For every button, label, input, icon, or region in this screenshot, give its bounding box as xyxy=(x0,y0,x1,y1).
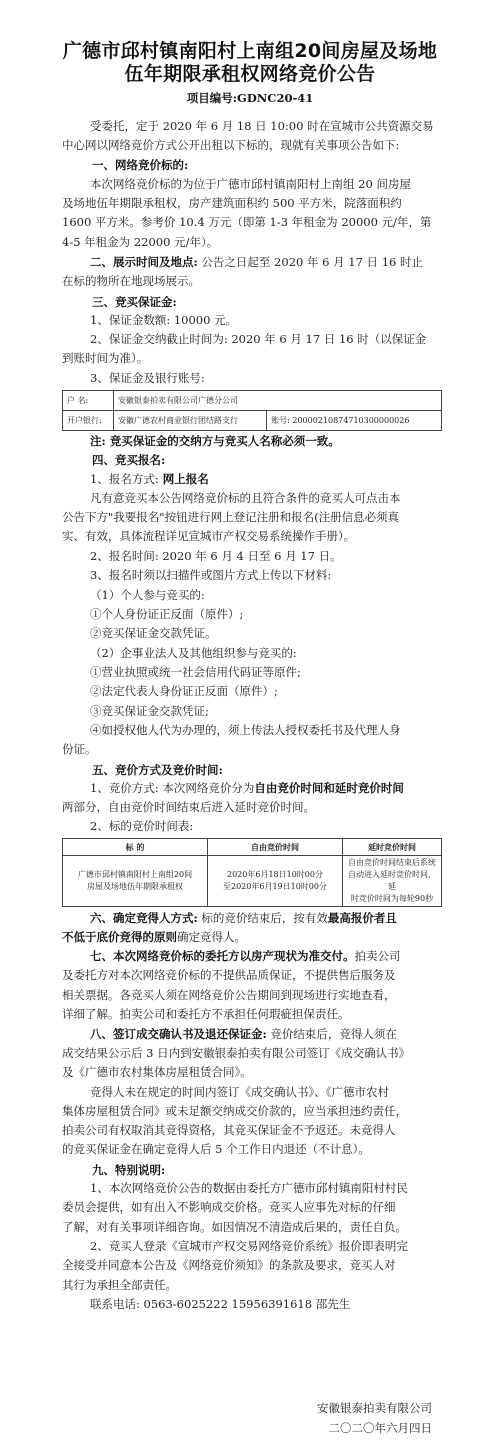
paragraph-line: 1600 平方米。参考价 10.4 万元（即第 1-3 年租金为 20000 元/年，第 xyxy=(62,215,432,229)
section-5-heading: 五、竞价方式及竞价时间: xyxy=(92,763,223,777)
bank-label: 开户银行: xyxy=(63,411,114,431)
paragraph-line: 在标的物所在地现场展示。 xyxy=(62,274,200,288)
paragraph-line: 4-5 年租金为 22000 元/年）。 xyxy=(62,235,219,249)
section-7-heading: 七、本次网络竞价标的委托方以房产现状为准交付。 xyxy=(90,949,355,963)
title-line-1: 广德市邱村镇南阳村上南组20间房屋及场地 xyxy=(62,40,438,62)
paragraph-line: 2、竞买人登录《宣城市产权交易网络竞价系统》报价即表明完 xyxy=(90,1239,408,1253)
paragraph-line: ②竞买保证金交款凭证。 xyxy=(90,626,217,640)
account-name-label: 户 名: xyxy=(63,391,114,411)
subject-line: 房屋及场地伍年期限承租权 xyxy=(87,882,183,891)
paragraph-line: 1、本次网络竞价公告的数据由委托方广德市邱村镇南阳村村民 xyxy=(90,1181,408,1195)
intro-line: 中心网以网络竞价方式公开出租以下标的，现就有关事项公告如下: xyxy=(62,138,400,152)
contact-phone: 联系电话: 0563-6025222 15956391618 邵先生 xyxy=(90,1297,351,1311)
title-line-2: 伍年期限承租权网络竞价公告 xyxy=(124,63,376,85)
section-7-text: 拍卖公司 xyxy=(354,949,401,963)
section-2-line xyxy=(90,255,423,269)
section-6-text: 确定竞得人。 xyxy=(177,930,246,944)
signature-company: 安徽银泰拍卖有限公司 xyxy=(317,1401,432,1415)
bank-account-table xyxy=(62,390,442,431)
paragraph-line: 公告下方"我要报名"按钮进行网上登记注册和报名(注册信息必须真 xyxy=(62,510,400,524)
bank-value: 安徽广德农村商业银行团结路支行 xyxy=(114,411,267,431)
section-6-heading: 六、确定竞得人方式: xyxy=(90,911,198,925)
paragraph-line: 1、保证金数额: 10000 元。 xyxy=(90,313,238,327)
paragraph-line: 拍卖公司有权取消其竞得资格，其竞买保证金不予返还。未竞得人 xyxy=(62,1123,396,1137)
header-subject: 标 的 xyxy=(63,839,208,856)
paragraph-line: （2）企事业法人及其他组织参与竞买的: xyxy=(90,646,297,660)
section-8-text: 竞价结束后，竞得人须在 xyxy=(266,1027,397,1041)
account-number-cell xyxy=(267,411,442,431)
signup-method-line xyxy=(90,472,209,486)
header-delay-time: 延时竞价时间 xyxy=(343,839,442,856)
free-time-cell xyxy=(208,856,343,907)
paragraph-line: 全接受并同意本公告及《网络竞价须知》的条款及要求，竞买人对 xyxy=(62,1258,396,1272)
table-row xyxy=(63,856,442,907)
account-number-label: 账号: xyxy=(271,416,290,425)
free-time-line: 2020年6月18日10时00分 xyxy=(227,870,323,879)
section-8-heading: 八、签订成交确认书及退还保证金: xyxy=(90,1027,267,1041)
section-6-emphasis: 不低于底价竞得的原则 xyxy=(62,930,177,944)
paragraph-line: 成交结果公示后 3 日内到安徽银泰拍卖有限公司签订《成交确认书》 xyxy=(62,1046,411,1060)
bid-method-text: 1、竞价方式: 本次网络竞价分为 xyxy=(90,781,255,795)
table-row xyxy=(63,391,442,411)
paragraph-line: 竞得人未在规定的时间内签订《成交确认书》、《广德市农村 xyxy=(90,1085,389,1099)
section-6-emphasis: 最高报价者且 xyxy=(327,911,397,925)
delay-time-line: 自由竞价时间结束后系统 xyxy=(348,858,436,867)
header-free-time: 自由竞价时间 xyxy=(208,839,343,856)
bid-schedule-table xyxy=(62,838,442,907)
signup-method-label: 1、报名方式: xyxy=(90,472,159,486)
table-row xyxy=(63,411,442,431)
paragraph-line: 实、有效，具体流程详见宣城市产权交易系统操作手册）。 xyxy=(62,529,356,543)
table-header-row xyxy=(63,839,442,856)
project-number: 项目编号:GDNC20-41 xyxy=(186,91,314,105)
paragraph-line: 详细了解。拍卖公司和委托方不承担任何瑕疵担保责任。 xyxy=(62,1007,350,1021)
paragraph-line: 2、标的竞价时间表: xyxy=(90,819,194,833)
section-6-line xyxy=(90,911,397,925)
paragraph-line: 到账时间为准）。 xyxy=(62,351,149,365)
paragraph-line: ④如授权他人代为办理的，须上传法人授权委托书及代理人身 xyxy=(90,723,401,737)
paragraph-line: 3、报名时须以扫描件或图片方式上传以下材料: xyxy=(90,568,332,582)
paragraph-line: 及《广德市农村集体房屋租赁合同》。 xyxy=(62,1065,252,1079)
section-6-line-2 xyxy=(62,930,246,944)
paragraph-line: ①营业执照或统一社会信用代码证等原件; xyxy=(90,665,301,679)
paragraph-line: 3、保证金及银行账号: xyxy=(90,371,205,385)
section-1-heading: 一、网络竞价标的: xyxy=(92,158,189,172)
paragraph-line: ③竞买保证金交款凭证; xyxy=(90,704,209,718)
section-9-heading: 九、特别说明: xyxy=(92,1163,166,1177)
delay-time-cell xyxy=(343,856,442,907)
delay-time-line: 自动进入延时竞价时间，延 xyxy=(348,870,436,891)
section-4-heading: 四、竞买报名: xyxy=(92,453,166,467)
paragraph-line: 了解，对有关事项详细咨询。如因情况不清造成后果的，责任自负。 xyxy=(62,1220,407,1234)
account-name-value: 安徽银泰拍卖有限公司广德分公司 xyxy=(114,391,442,411)
deposit-note: 注: 竞买保证金的交纳方与竞买人名称必须一致。 xyxy=(90,434,340,448)
paragraph-line: 及委托方对本次网络竞价标的不提供品质保证，不提供售后服务及 xyxy=(62,968,396,982)
paragraph-line: （1）个人参与竞买的: xyxy=(90,588,205,602)
paragraph-line: ①个人身份证正反面（原件）; xyxy=(90,607,244,621)
section-7-line xyxy=(90,949,401,963)
paragraph-line: ②法定代表人身份证正反面（原件）; xyxy=(90,684,278,698)
section-8-line xyxy=(90,1027,397,1041)
section-2-text: 公告之日起至 2020 年 6 月 17 日 16 时止 xyxy=(197,255,423,269)
paragraph-line: 委员会提供，如有出入不影响成交价格。竞买人应事先对标的仔细 xyxy=(62,1200,396,1214)
paragraph-line: 份证。 xyxy=(62,742,97,756)
paragraph-line: 其行为承担全部责任。 xyxy=(62,1278,177,1292)
paragraph-line: 相关票据。各竞买人须在网络竞价公告期间到现场进行实地查看， xyxy=(62,988,396,1002)
section-2-heading: 二、展示时间及地点: xyxy=(90,255,198,269)
paragraph-line: 的竞买保证金在确定竞得人后 5 个工作日内退还（不计息）。 xyxy=(62,1142,370,1156)
paragraph-line: 2、保证金交纳截止时间为: 2020 年 6 月 17 日 16 时（以保证金 xyxy=(90,332,427,346)
bid-method-emphasis: 自由竞价时间和延时竞价时间 xyxy=(254,781,404,795)
subject-line: 广德市邱村镇南阳村上南组20间 xyxy=(77,870,193,879)
paragraph-line: 及场地伍年期限承租权，房产建筑面积约 500 平方米，院落面积约 xyxy=(62,196,402,210)
paragraph-line: 2、报名时间: 2020 年 6 月 4 日至 6 月 17 日。 xyxy=(90,549,342,563)
signature-date: 二〇二〇年六月四日 xyxy=(328,1421,432,1435)
signup-method-value: 网上报名 xyxy=(158,472,209,486)
bid-method-line xyxy=(90,781,404,795)
section-6-text: 标的竞价结束后，按有效 xyxy=(197,911,328,925)
paragraph-line: 本次网络竞价标的为位于广德市邱村镇南阳村上南组 20 间房屋 xyxy=(90,177,411,191)
paragraph-line: 两部分，自由竞价时间结束后进入延时竞价时间。 xyxy=(62,800,315,814)
section-3-heading: 三、竞买保证金: xyxy=(92,295,177,309)
subject-cell xyxy=(63,856,208,907)
paragraph-line: 凡有意竞买本公告网络竞价标的且符合条件的竞买人可点击本 xyxy=(90,491,401,505)
delay-time-line: 时竞价时间为每轮90秒 xyxy=(350,894,434,903)
account-number-value: 20000210874710300000026 xyxy=(292,416,410,425)
intro-line: 受委托，定于 2020 年 6 月 18 日 10:00 时在宣城市公共资源交易 xyxy=(90,119,434,133)
paragraph-line: 集体房屋租赁合同》或未足额交纳成交价款的，应当承担违约责任， xyxy=(62,1104,407,1118)
free-time-line: 至2020年6月19日10时00分 xyxy=(223,882,327,891)
